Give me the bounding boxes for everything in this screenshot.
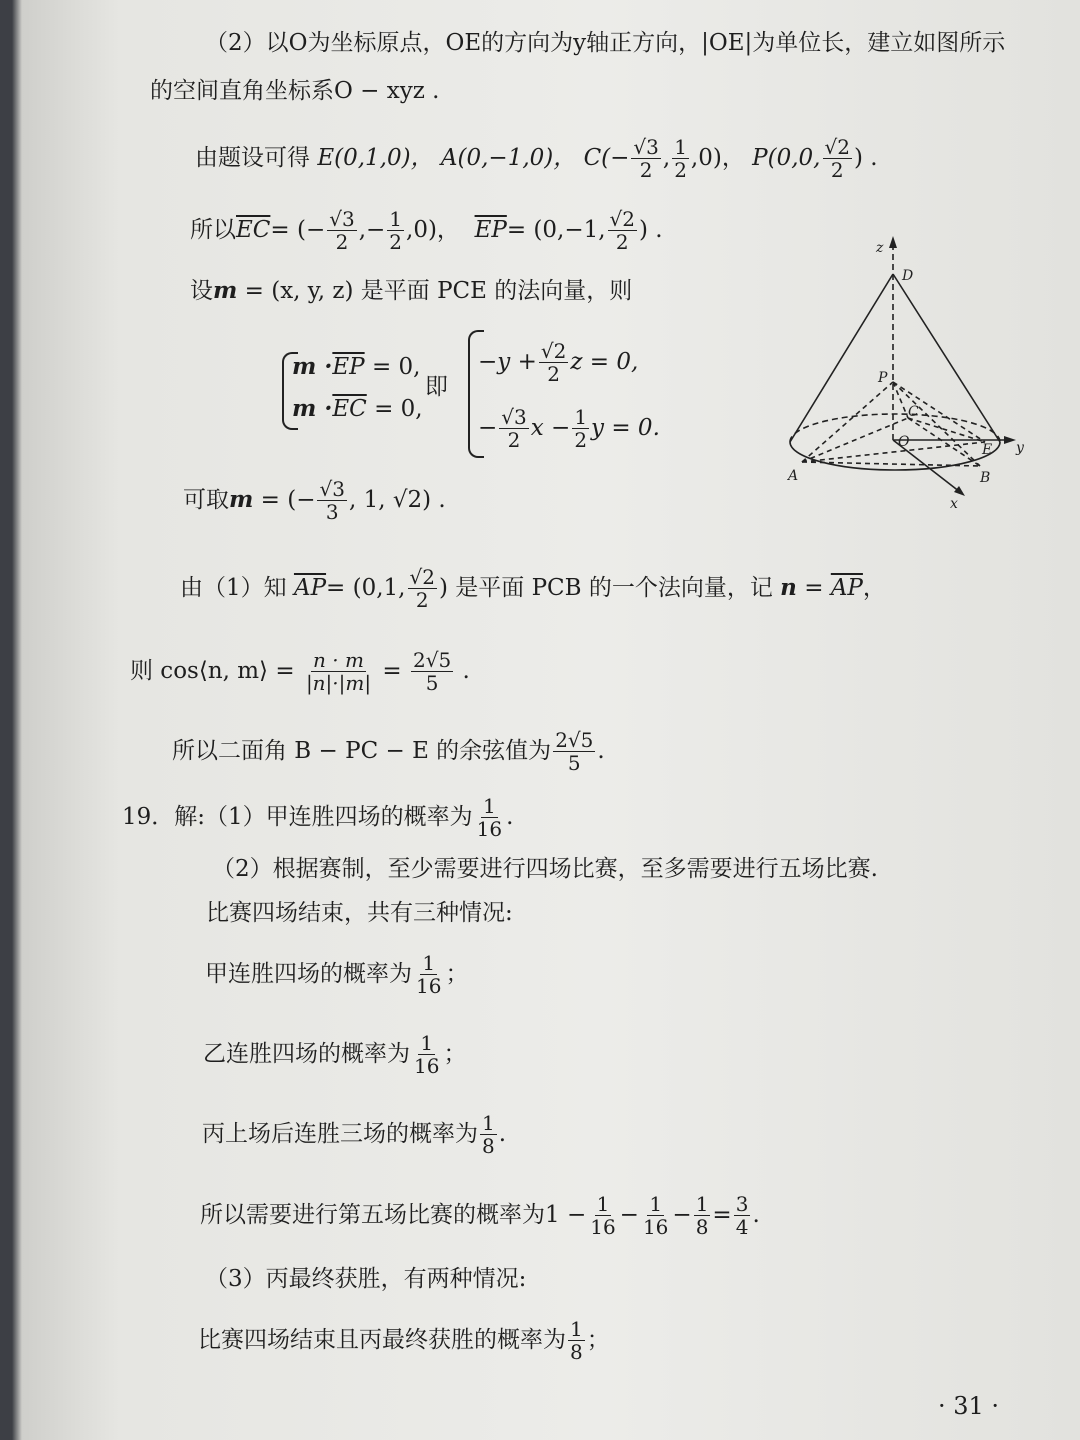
fraction: $\frac{√2}{2}$ [540,338,567,386]
fraction: $\frac{√3}{2}$ [501,404,527,452]
q19-part2-line2: 比赛四场结束，共有三种情况: [206,900,513,926]
case1-line: 甲连胜四场的概率为 $\frac{1}{16}$ ； [205,950,469,998]
system-eq2: m · $\overline{EC}$ = 0, [292,395,423,422]
label-B: B [980,470,991,486]
fraction: $\frac{√3}{3}$ [319,476,345,524]
q19-part1: 19．解:（1）甲连胜四场的概率为 $\frac{1}{16}$ . [122,793,514,841]
fraction: $\frac{1}{16}$ [416,950,442,998]
fraction: $\frac{√3}{2}$ [633,134,659,182]
fraction: $\frac{√2}{2}$ [609,206,636,254]
label-A: A [788,468,799,484]
cone-edge-left [790,274,893,442]
part2-intro-line2: 的空间直角坐标系O − xyz . [150,78,440,104]
q19-part3-line1: （3）丙最终获胜，有两种情况: [205,1266,527,1292]
fraction: $\frac{√3}{2}$ [329,206,355,254]
label-O: O [898,434,910,450]
system-r2: − $\frac{√3}{2}$ x − $\frac{1}{2}$ y = 0. [478,404,660,452]
fraction: $\frac{√2}{2}$ [824,134,850,182]
fraction: $\frac{3}{4}$ [735,1191,749,1239]
coordinates-line: 由题设可得 E(0,1,0)， A(0,−1,0)， C(− $\frac{√3}{2}$ , $\frac{1}{2}$ ,0)， P(0,0, $\frac{√2}{2}$ ) . [195,134,878,182]
page-number: · 31 · [938,1392,1000,1420]
segment-AP [802,382,893,462]
x-axis-arrow [954,486,965,496]
system-r1: −y + $\frac{√2}{2}$ z = 0, [478,338,639,386]
from1-line: 由（1）知 $\overline{AP}$ = (0,1, $\frac{√2}{2}$ ) 是平面 PCB 的一个法向量，记 n = $\overline{AP}$ ， [180,564,886,612]
normal-m-line: 设 m = (x, y, z) 是平面 PCE 的法向量，则 [190,277,633,304]
fraction: $\frac{1}{2}$ [674,134,687,182]
vectors-line: 所以 $\overline{EC}$ = (− $\frac{√3}{2}$ ,− $\frac{1}{2}$ ,0)， $\overline{EP}$ = (0,−1, $\frac{√2}{2}$ ) . [190,206,663,254]
segment-AC [802,418,908,462]
fraction: $\frac{1}{2}$ [389,206,403,254]
y-axis-arrow [1004,436,1016,444]
take-m-line: 可取 m = (− $\frac{√3}{3}$ , 1, √2) . [183,476,446,524]
fraction: $\frac{1}{16}$ [476,793,503,841]
fraction: $\frac{1}{8}$ [482,1110,495,1158]
label-D: D [902,268,914,284]
base-back-arc [790,414,1000,442]
label-y: y [1016,440,1024,456]
fraction: $\frac{2√5}{5}$ [413,647,452,695]
part2-intro-line1: （2）以O为坐标原点，OE的方向为y轴正方向，|OE|为单位长，建立如图所示 [205,30,1006,56]
fraction: $\frac{√2}{2}$ [409,564,435,612]
system-eq1: m · $\overline{EP}$ = 0, [292,353,421,380]
segment-CE [908,418,985,442]
fraction: $\frac{1}{16}$ [414,1030,440,1078]
q19-part3-line2: 比赛四场结束且丙最终获胜的概率为 $\frac{1}{8}$ ； [198,1316,610,1364]
fifth-game-line: 所以需要进行第五场比赛的概率为 1 − $\frac{1}{16}$ − $\frac{1}{16}$ − $\frac{1}{8}$ = $\frac{3}{4}$ . [200,1191,760,1239]
fraction: $\frac{2√5}{5}$ [555,727,594,775]
label-C: C [908,404,919,420]
fraction: $\frac{1}{8}$ [695,1191,709,1239]
fraction: $\frac{1}{8}$ [570,1316,583,1364]
cos-line: 则 cos⟨n, m⟩ = $\frac{n \cdot m}{|n|\cdot|m|}$ = $\frac{2√5}{5}$ . [130,647,470,695]
case3-line: 丙上场后连胜三场的概率为 $\frac{1}{8}$ . [202,1110,507,1158]
dihedral-line: 所以二面角 B − PC − E 的余弦值为 $\frac{2√5}{5}$ . [172,727,605,775]
label-z: z [876,240,884,256]
fraction: $\frac{1}{2}$ [574,404,588,452]
fraction: $\frac{n \cdot m}{|n|\cdot|m|}$ [305,647,372,695]
q19-part2-line1: （2）根据赛制，至少需要进行四场比赛，至多需要进行五场比赛. [212,856,878,882]
ji-label: 即 [425,374,448,400]
label-P: P [878,370,888,386]
segment-PB [893,382,980,466]
segment-PE [893,382,985,442]
fraction: $\frac{1}{16}$ [590,1191,616,1239]
segment-CB [908,418,980,466]
label-E: E [982,442,993,458]
z-axis-arrow [889,236,897,248]
fraction: $\frac{1}{16}$ [642,1191,669,1239]
label-x: x [950,496,958,512]
case2-line: 乙连胜四场的概率为 $\frac{1}{16}$ ； [203,1030,467,1078]
cone-figure [770,230,1050,520]
